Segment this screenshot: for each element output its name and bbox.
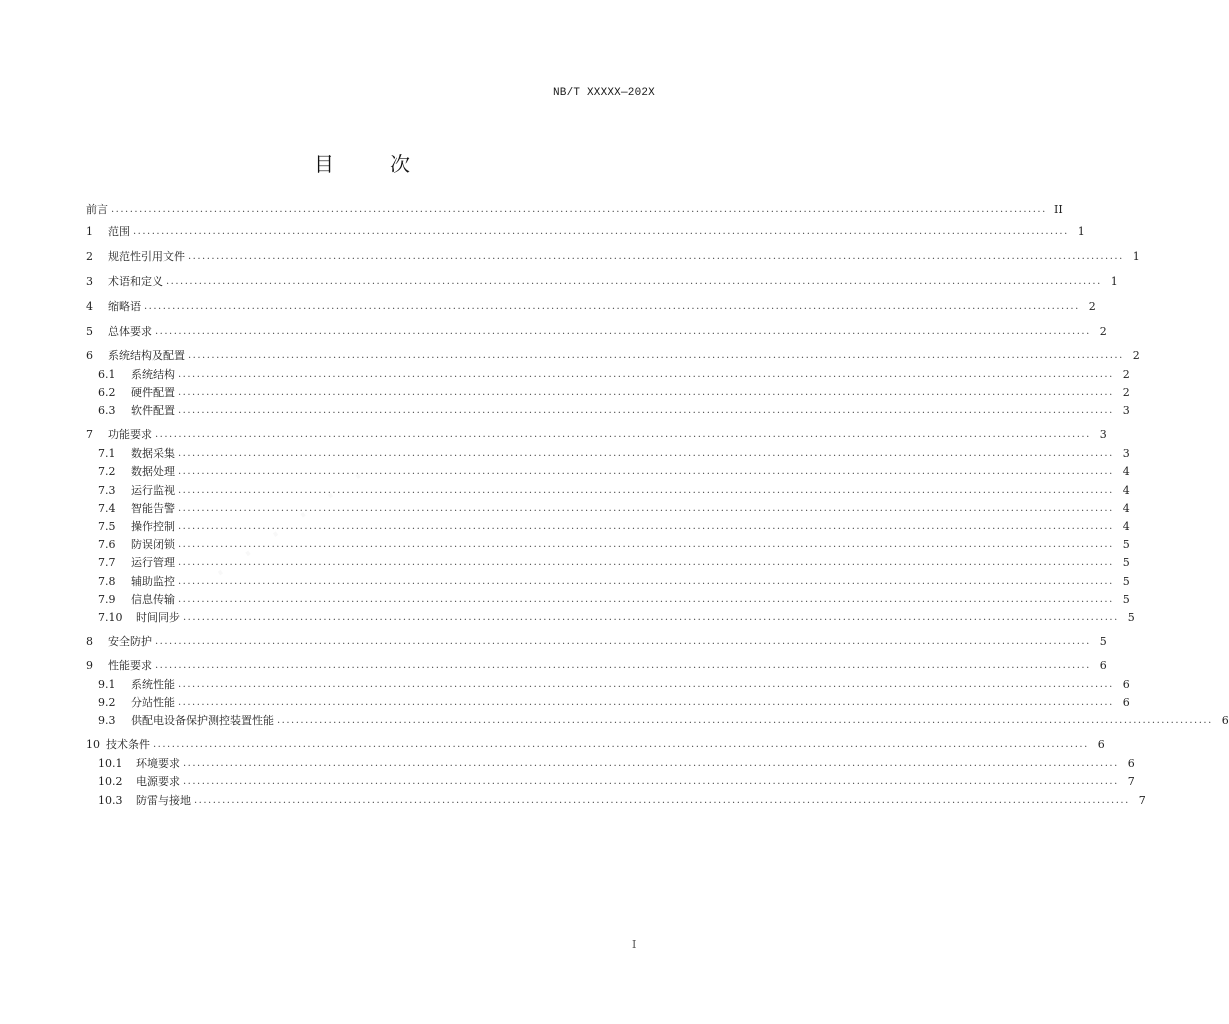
toc-entry[interactable]	[98, 365, 1130, 383]
toc-entry-page: 4	[1122, 501, 1130, 515]
toc-entry-number: 9	[86, 658, 93, 672]
toc-entry-page: 5	[1122, 555, 1130, 569]
toc-entry-number: 7.10	[98, 610, 123, 624]
toc-entry[interactable]	[98, 711, 1229, 729]
toc-entry-number: 1	[86, 224, 93, 238]
toc-dot-leader: ........................................................................................................................................................................................................	[183, 775, 1119, 787]
toc-entry[interactable]	[86, 247, 1140, 265]
toc-entry-page: 3	[1122, 403, 1130, 417]
toc-entry-number: 6	[86, 348, 93, 362]
toc-entry-number: 9.1	[98, 677, 116, 691]
page-title: 目 次	[314, 152, 428, 176]
toc-entry[interactable]	[98, 401, 1130, 419]
toc-entry[interactable]	[86, 200, 1063, 218]
toc-dot-leader: ........................................................................................................................................................................................................	[111, 203, 1047, 215]
toc-entry-page: 6	[1122, 695, 1130, 709]
toc-entry-label: 辅助监控	[131, 575, 175, 588]
toc-entry-page: 1	[1110, 274, 1118, 288]
toc-entry-label: 系统结构及配置	[108, 349, 185, 362]
toc-dot-leader: ........................................................................................................................................................................................................	[188, 349, 1124, 361]
toc-entry-label: 运行监视	[131, 484, 175, 497]
toc-entry-page: 6	[1099, 658, 1107, 672]
toc-entry[interactable]	[98, 754, 1135, 772]
toc-entry-number: 10.3	[98, 793, 123, 807]
toc-dot-leader: ........................................................................................................................................................................................................	[155, 635, 1091, 647]
toc-dot-leader: ........................................................................................................................................................................................................	[155, 659, 1091, 671]
toc-entry[interactable]	[86, 735, 1105, 753]
toc-dot-leader: ........................................................................................................................................................................................................	[277, 714, 1213, 726]
toc-entry-label: 缩略语	[108, 300, 141, 313]
toc-dot-leader: ........................................................................................................................................................................................................	[178, 593, 1114, 605]
toc-entry-number: 8	[86, 634, 93, 648]
toc-entry[interactable]	[86, 632, 1107, 650]
toc-entry[interactable]	[86, 297, 1096, 315]
toc-entry-page: 5	[1099, 634, 1107, 648]
toc-entry-page: 4	[1122, 464, 1130, 478]
toc-entry-page: 4	[1122, 519, 1130, 533]
toc-entry-number: 7.4	[98, 501, 116, 515]
toc-entry-label: 总体要求	[108, 325, 152, 338]
toc-dot-leader: ........................................................................................................................................................................................................	[183, 757, 1119, 769]
toc-entry-page: 1	[1077, 224, 1085, 238]
toc-dot-leader: ........................................................................................................................................................................................................	[178, 465, 1114, 477]
toc-entry-number: 7.6	[98, 537, 116, 551]
toc-entry-number: 7.3	[98, 483, 116, 497]
toc-dot-leader: ........................................................................................................................................................................................................	[178, 538, 1114, 550]
toc-entry-label: 分站性能	[131, 696, 175, 709]
toc-entry-number: 10.2	[98, 774, 123, 788]
toc-dot-leader: ........................................................................................................................................................................................................	[178, 447, 1114, 459]
toc-dot-leader: ........................................................................................................................................................................................................	[155, 428, 1091, 440]
toc-entry-label: 术语和定义	[108, 275, 163, 288]
toc-entry[interactable]	[98, 444, 1130, 462]
toc-entry-label: 前言	[86, 203, 108, 216]
toc-entry-label: 功能要求	[108, 428, 152, 441]
standard-code: NB/T XXXXX—202X	[552, 87, 655, 99]
toc-dot-leader: ........................................................................................................................................................................................................	[178, 556, 1114, 568]
toc-entry[interactable]	[86, 656, 1107, 674]
toc-entry-number: 7.5	[98, 519, 116, 533]
toc-entry-page: 3	[1122, 446, 1130, 460]
toc-entry-label: 规范性引用文件	[108, 250, 185, 263]
toc-entry-label: 环境要求	[136, 757, 180, 770]
toc-entry-label: 信息传输	[131, 593, 175, 606]
toc-entry-page: 2	[1088, 299, 1096, 313]
toc-entry[interactable]	[86, 425, 1107, 443]
toc-entry-label: 供配电设备保护测控装置性能	[131, 714, 274, 727]
toc-entry[interactable]	[98, 462, 1130, 480]
toc-entry-page: II	[1054, 202, 1063, 216]
toc-dot-leader: ........................................................................................................................................................................................................	[178, 386, 1114, 398]
toc-entry-label: 智能告警	[131, 502, 175, 515]
toc-dot-leader: ........................................................................................................................................................................................................	[178, 678, 1114, 690]
toc-entry-number: 7.9	[98, 592, 116, 606]
toc-entry[interactable]	[98, 693, 1130, 711]
toc-entry-label: 时间同步	[136, 611, 180, 624]
toc-dot-leader: ........................................................................................................................................................................................................	[178, 484, 1114, 496]
toc-entry-label: 防误闭锁	[131, 538, 175, 551]
toc-entry-page: 2	[1122, 367, 1130, 381]
toc-entry-number: 9.3	[98, 713, 116, 727]
toc-dot-leader: ........................................................................................................................................................................................................	[153, 738, 1089, 750]
toc-entry-number: 9.2	[98, 695, 116, 709]
toc-entry-label: 运行管理	[131, 556, 175, 569]
toc-entry-label: 硬件配置	[131, 386, 175, 399]
toc-dot-leader: ........................................................................................................................................................................................................	[166, 275, 1102, 287]
toc-dot-leader: ........................................................................................................................................................................................................	[178, 502, 1114, 514]
toc-entry-label: 操作控制	[131, 520, 175, 533]
toc-entry-label: 范围	[108, 225, 130, 238]
toc-entry-number: 10	[86, 737, 100, 751]
toc-entry[interactable]	[86, 346, 1140, 364]
toc-entry[interactable]	[98, 791, 1146, 809]
toc-dot-leader: ........................................................................................................................................................................................................	[178, 520, 1114, 532]
toc-entry-page: 6	[1221, 713, 1229, 727]
toc-entry[interactable]	[98, 608, 1135, 626]
toc-entry-page: 4	[1122, 483, 1130, 497]
toc-entry-number: 10.1	[98, 756, 123, 770]
toc-entry[interactable]	[98, 675, 1130, 693]
toc-entry-page: 6	[1127, 756, 1135, 770]
toc-entry[interactable]	[98, 517, 1130, 535]
toc-entry-page: 5	[1122, 537, 1130, 551]
toc-entry[interactable]	[98, 383, 1130, 401]
toc-entry[interactable]	[86, 222, 1085, 240]
toc-entry-number: 5	[86, 324, 93, 338]
toc-dot-leader: ........................................................................................................................................................................................................	[155, 325, 1091, 337]
toc-entry-label: 数据处理	[131, 465, 175, 478]
toc-entry-number: 7.8	[98, 574, 116, 588]
toc-entry-number: 3	[86, 274, 93, 288]
page-number: I	[632, 938, 637, 951]
toc-entry-label: 性能要求	[108, 659, 152, 672]
toc-entry[interactable]	[98, 590, 1130, 608]
toc-entry-label: 电源要求	[136, 775, 180, 788]
toc-entry-page: 6	[1122, 677, 1130, 691]
watermark: · · · · · ·	[205, 453, 380, 593]
toc-entry[interactable]	[86, 272, 1118, 290]
toc-entry-page: 2	[1132, 348, 1140, 362]
toc-dot-leader: ........................................................................................................................................................................................................	[188, 250, 1124, 262]
toc-entry-label: 系统性能	[131, 678, 175, 691]
toc-entry-page: 3	[1099, 427, 1107, 441]
toc-entry[interactable]	[98, 772, 1135, 790]
toc-entry[interactable]	[98, 572, 1130, 590]
toc-entry-label: 软件配置	[131, 404, 175, 417]
toc-entry-page: 2	[1122, 385, 1130, 399]
toc-entry[interactable]	[98, 553, 1130, 571]
toc-entry-page: 5	[1127, 610, 1135, 624]
toc-entry-page: 7	[1138, 793, 1146, 807]
toc-entry[interactable]	[86, 322, 1107, 340]
toc-entry[interactable]	[98, 499, 1130, 517]
toc-dot-leader: ........................................................................................................................................................................................................	[183, 611, 1119, 623]
toc-entry-number: 6.1	[98, 367, 116, 381]
toc-entry[interactable]	[98, 481, 1130, 499]
toc-entry-number: 7.7	[98, 555, 116, 569]
toc-entry-page: 2	[1099, 324, 1107, 338]
toc-entry-number: 4	[86, 299, 93, 313]
toc-dot-leader: ........................................................................................................................................................................................................	[194, 794, 1130, 806]
toc-entry-label: 安全防护	[108, 635, 152, 648]
toc-entry-label: 数据采集	[131, 447, 175, 460]
toc-entry-number: 7.1	[98, 446, 116, 460]
toc-entry-page: 5	[1122, 574, 1130, 588]
toc-entry-number: 6.3	[98, 403, 116, 417]
toc-entry-label: 防雷与接地	[136, 794, 191, 807]
toc-entry-number: 7	[86, 427, 93, 441]
toc-dot-leader: ........................................................................................................................................................................................................	[133, 225, 1069, 237]
toc-entry-number: 7.2	[98, 464, 116, 478]
toc-entry-page: 1	[1132, 249, 1140, 263]
toc-dot-leader: ........................................................................................................................................................................................................	[178, 575, 1114, 587]
toc-entry-number: 6.2	[98, 385, 116, 399]
toc-entry-page: 6	[1097, 737, 1105, 751]
toc-dot-leader: ........................................................................................................................................................................................................	[178, 696, 1114, 708]
toc-entry-page: 5	[1122, 592, 1130, 606]
toc-entry-label: 技术条件	[106, 738, 150, 751]
toc-entry-label: 系统结构	[131, 368, 175, 381]
toc-dot-leader: ........................................................................................................................................................................................................	[178, 404, 1114, 416]
toc-entry-number: 2	[86, 249, 93, 263]
toc-entry[interactable]	[98, 535, 1130, 553]
toc-dot-leader: ........................................................................................................................................................................................................	[178, 368, 1114, 380]
toc-entry-page: 7	[1127, 774, 1135, 788]
toc-dot-leader: ........................................................................................................................................................................................................	[144, 300, 1080, 312]
